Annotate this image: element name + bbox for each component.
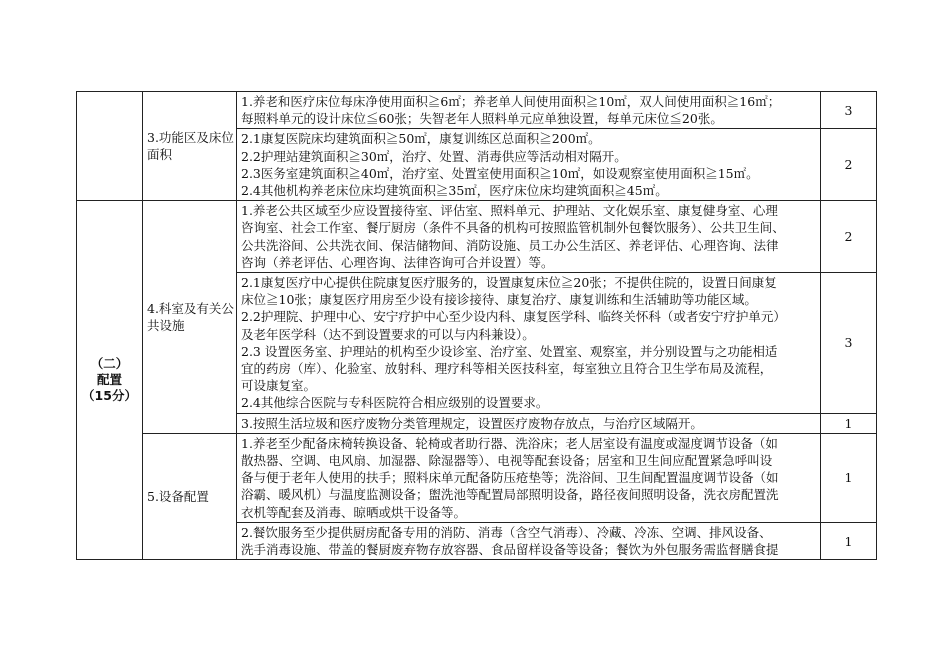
criteria-line: 浴霸、暖风机）与温度监测设备；盥洗池等配置局部照明设备，路径夜间照明设备，洗衣房配置洗 bbox=[241, 487, 779, 503]
standards-table bbox=[76, 91, 877, 560]
criteria-line: 可设康复室。 bbox=[241, 378, 317, 394]
table-row bbox=[77, 433, 877, 522]
criteria-line: 1.养老至少配备床椅转换设备、轮椅或者助行器、洗浴床；老人居室设有温度或湿度调节设备（如 bbox=[241, 435, 778, 451]
section-number: （二） bbox=[90, 356, 129, 372]
criteria-line: 每照料单元的设计床位≦60张；失智老年人照料单元应单独设置，每单元床位≦20张。 bbox=[241, 111, 723, 127]
criteria-cell bbox=[237, 201, 821, 273]
score-cell: 1 bbox=[821, 413, 877, 433]
criteria-line: 2.4其他机构养老床位床均建筑面积≧35㎡，医疗床位床均建筑面积≧45㎡。 bbox=[241, 183, 668, 199]
score-cell: 2 bbox=[821, 201, 877, 273]
criteria-line: 2.1康复医院床均建筑面积≧50㎡，康复训练区总面积≧200㎡。 bbox=[241, 131, 601, 147]
criteria-cell bbox=[237, 413, 821, 433]
criteria-cell bbox=[237, 433, 821, 522]
score-cell: 3 bbox=[821, 92, 877, 129]
criteria-line: 咨询（养老评估、心理咨询、法律咨询可合并设置）等。 bbox=[241, 254, 554, 270]
criteria-line: 衣机等配套及消毒、晾晒或烘干设备等。 bbox=[241, 504, 467, 520]
criteria-line: 公共洗浴间、公共洗衣间、保洁储物间、消防设施、员工办公生活区、养老评估、心理咨询、法律 bbox=[241, 237, 779, 253]
criteria-line: 备与便于老年人使用的扶手；照料床单元配备防压疮垫等；洗浴间、卫生间配置温度调节设备（如 bbox=[241, 470, 779, 486]
criteria-line: 1.养老公共区域至少应设置接待室、评估室、照料单元、护理站、文化娱乐室、康复健身室、心理 bbox=[241, 203, 778, 219]
score-cell: 1 bbox=[821, 522, 877, 559]
subsection-name: 4.科室及有关公共设施 bbox=[147, 301, 234, 334]
criteria-line: 2.1康复医疗中心提供住院康复医疗服务的，设置康复床位≧20张；不提供住院的，设置日间康复 bbox=[241, 275, 777, 291]
section-cell-continued bbox=[77, 92, 143, 201]
score-cell: 3 bbox=[821, 273, 877, 414]
criteria-line: 宜的药房（库）、化验室、放射科、理疗科等相关医技科室，每室独立且符合卫生学布局及流程， bbox=[241, 361, 773, 377]
criteria-cell bbox=[237, 273, 821, 414]
subsection-name: 3.功能区及床位面积 bbox=[147, 130, 234, 163]
section-title: 配置 bbox=[96, 372, 122, 388]
criteria-line: 2.2护理站建筑面积≧30㎡，治疗、处置、消毒供应等活动相对隔开。 bbox=[241, 148, 627, 164]
criteria-line: 3.按照生活垃圾和医疗废物分类管理规定，设置医疗废物存放点，与治疗区域隔开。 bbox=[241, 415, 703, 431]
document-page bbox=[76, 91, 877, 560]
criteria-line: 2.3 设置医务室、护理站的机构至少设诊室、治疗室、处置室、观察室，并分别设置与之功能相适 bbox=[241, 343, 778, 359]
table-row bbox=[77, 201, 877, 273]
criteria-line: 2.餐饮服务至少提供厨房配备专用的消防、消毒（含空气消毒）、冷藏、冷冻、空调、排风设备、 bbox=[241, 524, 772, 540]
criteria-line: 洗手消毒设施、带盖的餐厨废弃物存放容器、食品留样设备等设备；餐饮为外包服务需监督膳食提 bbox=[241, 542, 779, 558]
subsection-name: 5.设备配置 bbox=[147, 489, 209, 505]
section-cell bbox=[77, 201, 143, 560]
score-cell: 1 bbox=[821, 433, 877, 522]
criteria-line: 1.养老和医疗床位每床净使用面积≧6㎡；养老单人间使用面积≧10㎡，双人间使用面积≧16㎡； bbox=[241, 94, 781, 109]
criteria-line: 2.2护理院、护理中心、安宁疗护中心至少设内科、康复医学科、临终关怀科（或者安宁疗护单元） bbox=[241, 309, 786, 325]
subsection-cell bbox=[143, 92, 237, 201]
section-points: （15分） bbox=[82, 388, 137, 404]
score-cell: 2 bbox=[821, 129, 877, 201]
criteria-line: 咨询室、社会工作室、餐厅厨房（条件不具备的机构可按照监管机制外包餐饮服务）、公共卫生间、 bbox=[241, 220, 785, 236]
criteria-line: 2.4其他综合医院与专科医院符合相应级别的设置要求。 bbox=[241, 395, 549, 411]
criteria-line: 及老年医学科（达不到设置要求的可以与内科兼设）。 bbox=[241, 326, 535, 342]
criteria-line: 2.3医务室建筑面积≧40㎡，治疗室、处置室使用面积≧10㎡，如设观察室使用面积≧15㎡。 bbox=[241, 165, 759, 181]
criteria-cell bbox=[237, 129, 821, 201]
criteria-line: 床位≧10张；康复医疗用房至少设有接诊接待、康复治疗、康复训练和生活辅助等功能区域。 bbox=[241, 292, 757, 308]
subsection-cell bbox=[143, 433, 237, 559]
subsection-cell bbox=[143, 201, 237, 434]
criteria-cell bbox=[237, 92, 821, 129]
table-row bbox=[77, 92, 877, 129]
criteria-cell bbox=[237, 522, 821, 559]
criteria-line: 散热器、空调、电风扇、加湿器、除湿器等）、电视等配套设备；居室和卫生间应配置紧急呼叫设 bbox=[241, 453, 773, 469]
